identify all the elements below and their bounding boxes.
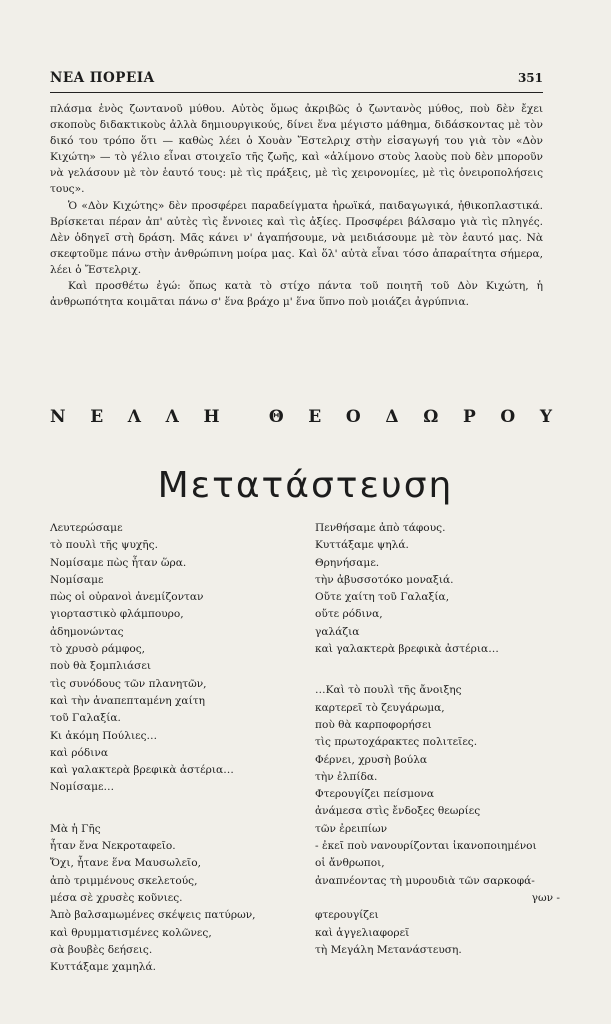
poem-line: ποὺ θὰ καρποφορήσει (315, 718, 432, 731)
stanza-gap (315, 658, 560, 682)
page-number: 351 (517, 71, 543, 85)
poem-line: Πενθήσαμε ἀπὸ τάφους. (315, 522, 446, 534)
page-header (50, 70, 543, 92)
poem-line: τὴν ἐλπίδα. (315, 770, 378, 783)
poem-line: ἀπὸ τριμμένους σκελετούς, (50, 874, 198, 887)
author-letter: Υ (539, 407, 552, 427)
poem-line: - ἐκεῖ ποὺ νανουρίζονται ἱκανοποιημένοι (315, 840, 537, 853)
poem-line: Νομίσαμε (50, 573, 104, 586)
author-letter: Ρ (462, 407, 476, 427)
poem-line: Μὰ ἡ Γῆς (50, 822, 101, 835)
author-letter: Ε (308, 407, 322, 427)
poem-line: καρτερεῖ τὸ ζευγάρωμα, (315, 701, 445, 714)
poem-line: τὶς συνόδους τῶν πλανητῶν, (50, 677, 207, 690)
prose-paragraph: Ὁ «Δὸν Κιχώτης» δὲν προσφέρει παραδείγματα ἡρωϊκά, παιδαγωγικά, ἠθικοπλαστικά. Βρίσκεται πέραν ἀπ' αὐτὲς τὶς ἔννοιες καὶ τὶς ἀξίες. Προσφέρει βάλσαμο γιὰ τὶς πληγές. Δὲν ὁδηγεῖ στὴ δράση. Μᾶς κάνει ν' ἀγαπήσουμε, νὰ μειδιάσουμε μὲ τὸν ἑαυτό μας. Νὰ σκεφτοῦμε πάνω στὴν ἀνθρώπινη μοίρα μας. Καὶ ὅλ' αὐτὰ εἶναι τόσο ἀπαραίτητα σήμερα, λέει ὁ Ἔστελριχ. (50, 199, 543, 276)
poem-line: οὔτε ρόδινα, (315, 608, 383, 621)
stanza-gap (50, 797, 300, 821)
prose-paragraph: Καὶ προσθέτω ἐγώ: ὅπως κατὰ τὸ στίχο πάντα τοῦ ποιητῆ τοῦ Δὸν Κιχώτη, ἡ ἀνθρωπότητα κοιμᾶται πάνω σ' ἕνα βράχο μ' ἕνα ὕπνο ποὺ μοιάζει ἀγρύπνια. (50, 280, 543, 309)
poem-line: ἀδημονώντας (50, 625, 124, 638)
poem-line: τὴ Μεγάλη Μετανάστευση. (315, 943, 462, 956)
poem-line: Κυττάξαμε ψηλά. (315, 539, 409, 552)
poem-line: καὶ ρόδινα (50, 746, 109, 759)
poem-line: τὶς πρωτοχάρακτες πολιτεῖες. (315, 736, 478, 749)
poem-line: ἀναπνέοντας τὴ μυρουδιὰ τῶν σαρκοφά- (315, 874, 535, 887)
poem-line: ἀνάμεσα στὶς ἔνδοξες θεωρίες (315, 805, 481, 818)
poem-line: τῶν ἐρειπίων (315, 822, 388, 835)
poem-line: καὶ τὴν ἀναπεπταμένη χαίτη (50, 694, 205, 707)
prose-text (50, 101, 543, 310)
poem-line: τοῦ Γαλαξία. (50, 712, 121, 725)
author-letter: Ω (423, 407, 439, 427)
prose-paragraph: πλάσμα ἑνὸς ζωντανοῦ μύθου. Αὐτὸς ὅμως ἀκριβῶς ὁ ζωντανὸς μύθος, ποὺ δὲν ἔχει σκοποὺς διδακτικοὺς ἀλλὰ δημιουργικούς, δίνει ἕνα μέγιστο μάθημα, διδάσκοντας μὲ τὸν δικό του τρόπο ὅτι — καθὼς λέει ὁ Χουὰν Ἔστελριχ στὴν εἰσαγωγή του γιὰ τὸν «Δὸν Κιχώτη» — τὸ γέλιο εἶναι στοιχεῖο τῆς ζωῆς, καὶ «ἀλίμονο στοὺς λαοὺς ποὺ δὲν μποροῦν νὰ γελάσουν μὲ τὸν ἑαυτό τους: μὲ τὶς πράξεις, μὲ τὶς χειρονομίες, μὲ τὶς ὀνειροπολήσεις τους». (50, 103, 543, 196)
poem-line: τὸ χρυσὸ ράμφος, (50, 643, 146, 656)
poem-line: γιορταστικὸ φλάμπουρο, (50, 608, 184, 621)
author-letter: Ο (500, 407, 516, 427)
poem-line: Κι ἀκόμη Πούλιες… (50, 729, 158, 742)
author-letter: Λ (127, 407, 141, 427)
poem-line: Οὔτε χαίτη τοῦ Γαλαξία, (315, 591, 450, 604)
poem-line: Ἀπὸ βαλσαμωμένες σκέψεις πατύρων, (50, 909, 256, 922)
poem-line: τὴν ἀβυσσοτόκο μοναξιά. (315, 573, 454, 586)
poem-line: καὶ ἀγγελιαφορεῖ (315, 926, 410, 939)
poem-line: Νομίσαμε… (50, 781, 115, 794)
poem-line: Λευτερώσαμε (50, 522, 123, 534)
poem-line: Κυττάξαμε χαμηλά. (50, 961, 156, 974)
poem-line: Φέρνει, χρυσὴ βούλα (315, 753, 428, 766)
author-letter: Η (203, 407, 220, 427)
poem-line: Θρηνήσαμε. (315, 556, 380, 569)
poem-line: καὶ θρυμματισμένες κολῶνες, (50, 926, 212, 939)
poem-right-column (315, 520, 560, 959)
poem-line: ἦταν ἕνα Νεκροταφεῖο. (50, 840, 176, 853)
author-letter: Ν (50, 407, 66, 427)
author-letter: Θ (268, 407, 284, 427)
poem-line: οἱ ἄνθρωποι, (315, 857, 385, 870)
poem-line: Νομίσαμε πὼς ἦταν ὥρα. (50, 556, 187, 569)
author-letter: Ο (345, 407, 361, 427)
poem-line: Φτερουγίζει πείσμονα (315, 788, 435, 801)
poem-line: ποὺ θὰ ξομπλιάσει (50, 660, 152, 673)
poem-line: γων - (531, 891, 560, 904)
poem-line: καὶ γαλακτερὰ βρεφικὰ ἀστέρια… (315, 643, 499, 656)
poem-line: …Καὶ τὸ πουλὶ τῆς ἄνοιξης (315, 684, 462, 697)
poem-line: καὶ γαλακτερὰ βρεφικὰ ἀστέρια… (50, 764, 234, 777)
poem-left-column (50, 520, 300, 976)
poem-title: Μετατάστευση (157, 465, 454, 506)
author-letter: Λ (165, 407, 179, 427)
author-name (50, 405, 552, 429)
poem-line: πὼς οἱ οὐρανοὶ ἀνεμίζονταν (50, 591, 204, 604)
journal-title: ΝΕΑ ΠΟΡΕΙΑ (50, 70, 155, 86)
poem-line: τὸ πουλὶ τῆς ψυχῆς. (50, 539, 158, 552)
poem-line: μέσα σὲ χρυσὲς κοῦνιες. (50, 891, 183, 904)
author-letter: Ε (90, 407, 104, 427)
author-letter: Δ (385, 407, 399, 427)
header-rule (50, 92, 543, 93)
poem-line: φτερουγίζει (315, 909, 379, 922)
poem-line: σὰ βουβὲς δεήσεις. (50, 943, 153, 956)
poem-line: γαλάζια (315, 625, 360, 638)
poem-line: Ὄχι, ἦτανε ἕνα Μαυσωλεῖο, (50, 857, 201, 870)
